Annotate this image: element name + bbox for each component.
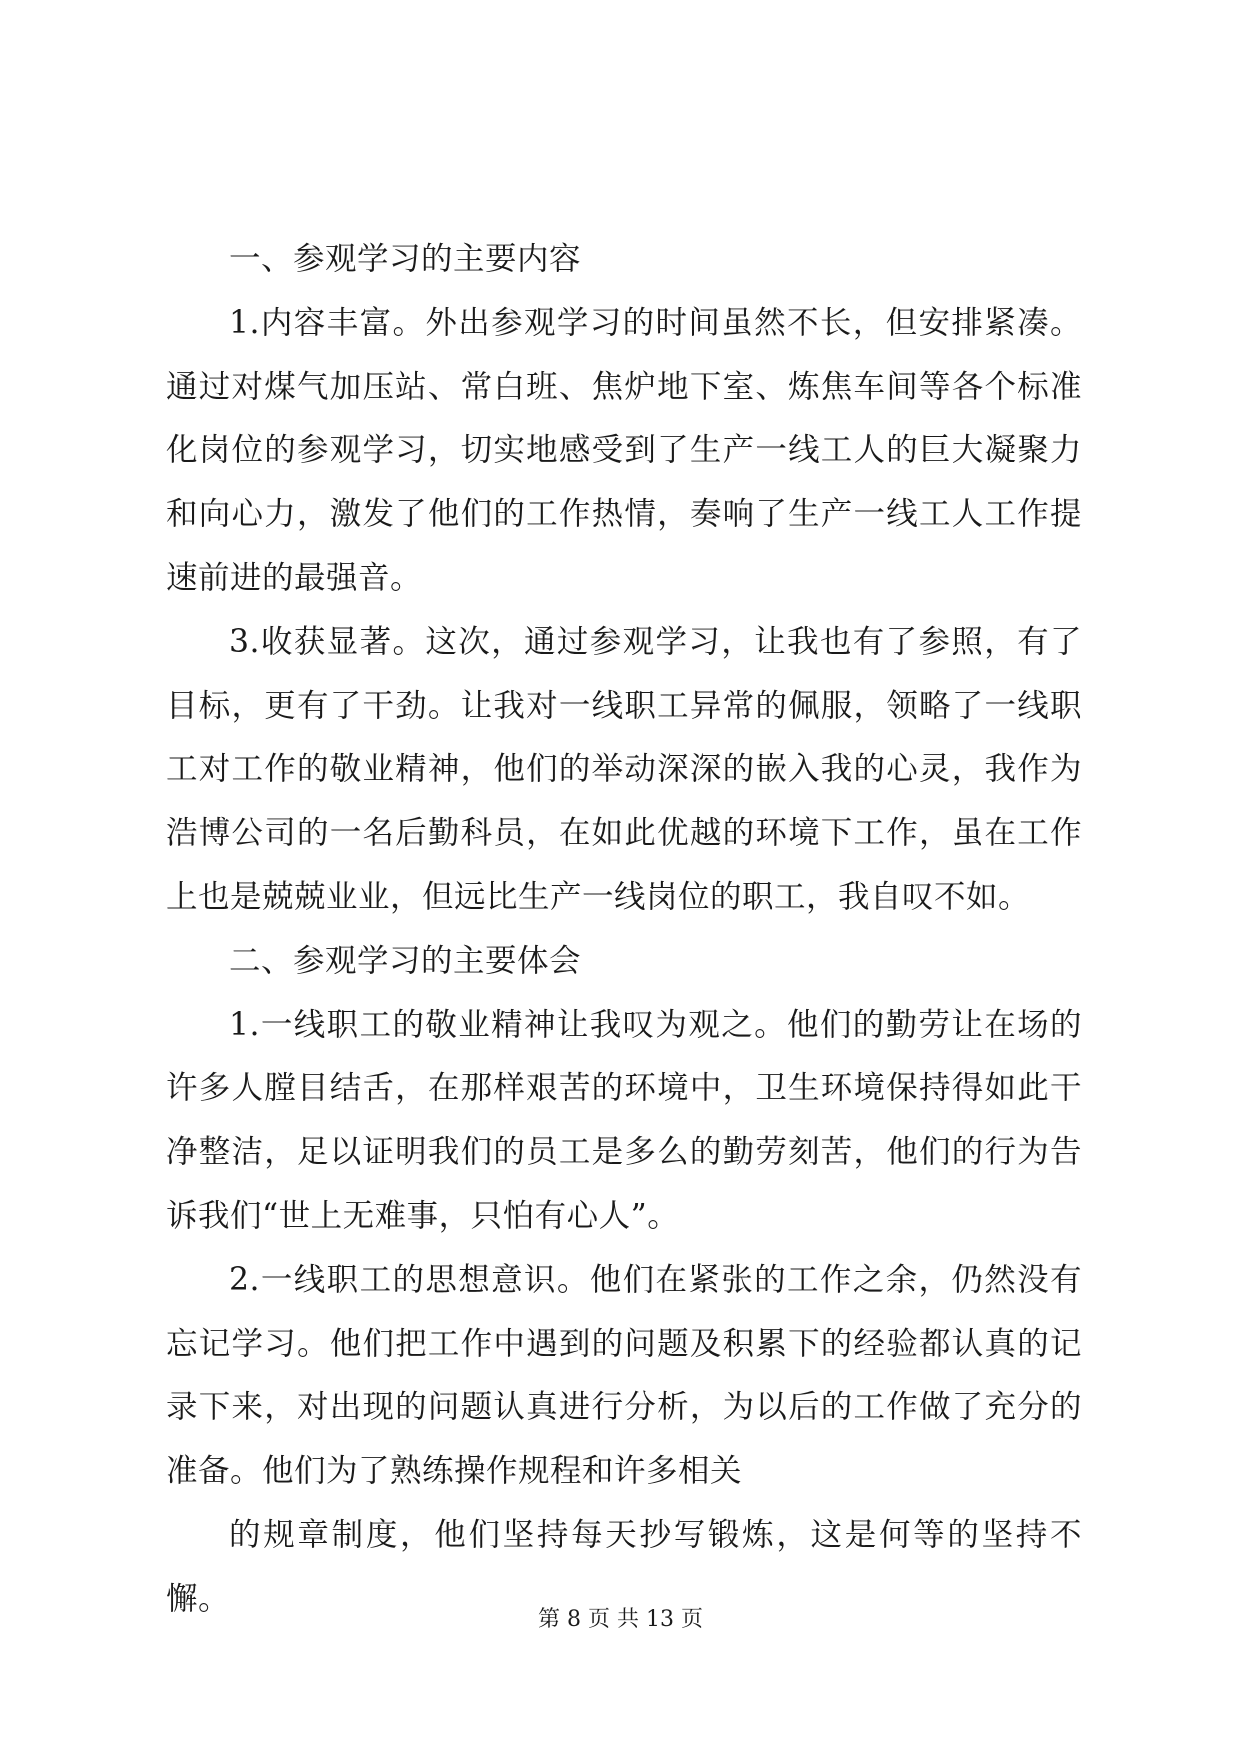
section-heading-1: 一、参观学习的主要内容 <box>229 241 582 277</box>
section-heading-2: 二、参观学习的主要体会 <box>229 942 582 979</box>
paragraph-content-rich: 1.内容丰富。外出参观学习的时间虽然不长，但安排紧凑。通过对煤气加压站、常白班、焦炉地下室、炼焦车间等各个标准化岗位的参观学习，切实地感受到了生产一线工人的巨大凝聚力和向心力，激发了他们的工作热情，奏响了生产一线工人工作提速前进的最强音。 <box>166 304 1082 596</box>
paragraph-continuation: 的规章制度，他们坚持每天抄写锻炼，这是何等的坚持不懈。 <box>166 1516 1082 1617</box>
paragraph-dedication: 1.一线职工的敬业精神让我叹为观之。他们的勤劳让在场的许多人膛目结舌，在那样艰苦的环境中，卫生环境保持得如此干净整洁，足以证明我们的员工是多么的勤劳刻苦，他们的行为告诉我们“世上无难事，只怕有心人”。 <box>166 1006 1082 1234</box>
page-number-footer: 第 8 页 共 13 页 <box>538 1607 703 1632</box>
paragraph-harvest: 3.收获显著。这次，通过参观学习，让我也有了参照，有了目标，更有了干劲。让我对一线职工异常的佩服，领略了一线职工对工作的敬业精神，他们的举动深深的嵌入我的心灵，我作为浩博公司的一名后勤科员，在如此优越的环境下工作，虽在工作上也是兢兢业业，但远比生产一线岗位的职工，我自叹不如。 <box>166 623 1082 915</box>
document-body <box>166 228 1082 1632</box>
paragraph-awareness: 2.一线职工的思想意识。他们在紧张的工作之余，仍然没有忘记学习。他们把工作中遇到的问题及积累下的经验都认真的记录下来，对出现的问题认真进行分析，为以后的工作做了充分的准备。他们为了熟练操作规程和许多相关 <box>166 1261 1082 1490</box>
